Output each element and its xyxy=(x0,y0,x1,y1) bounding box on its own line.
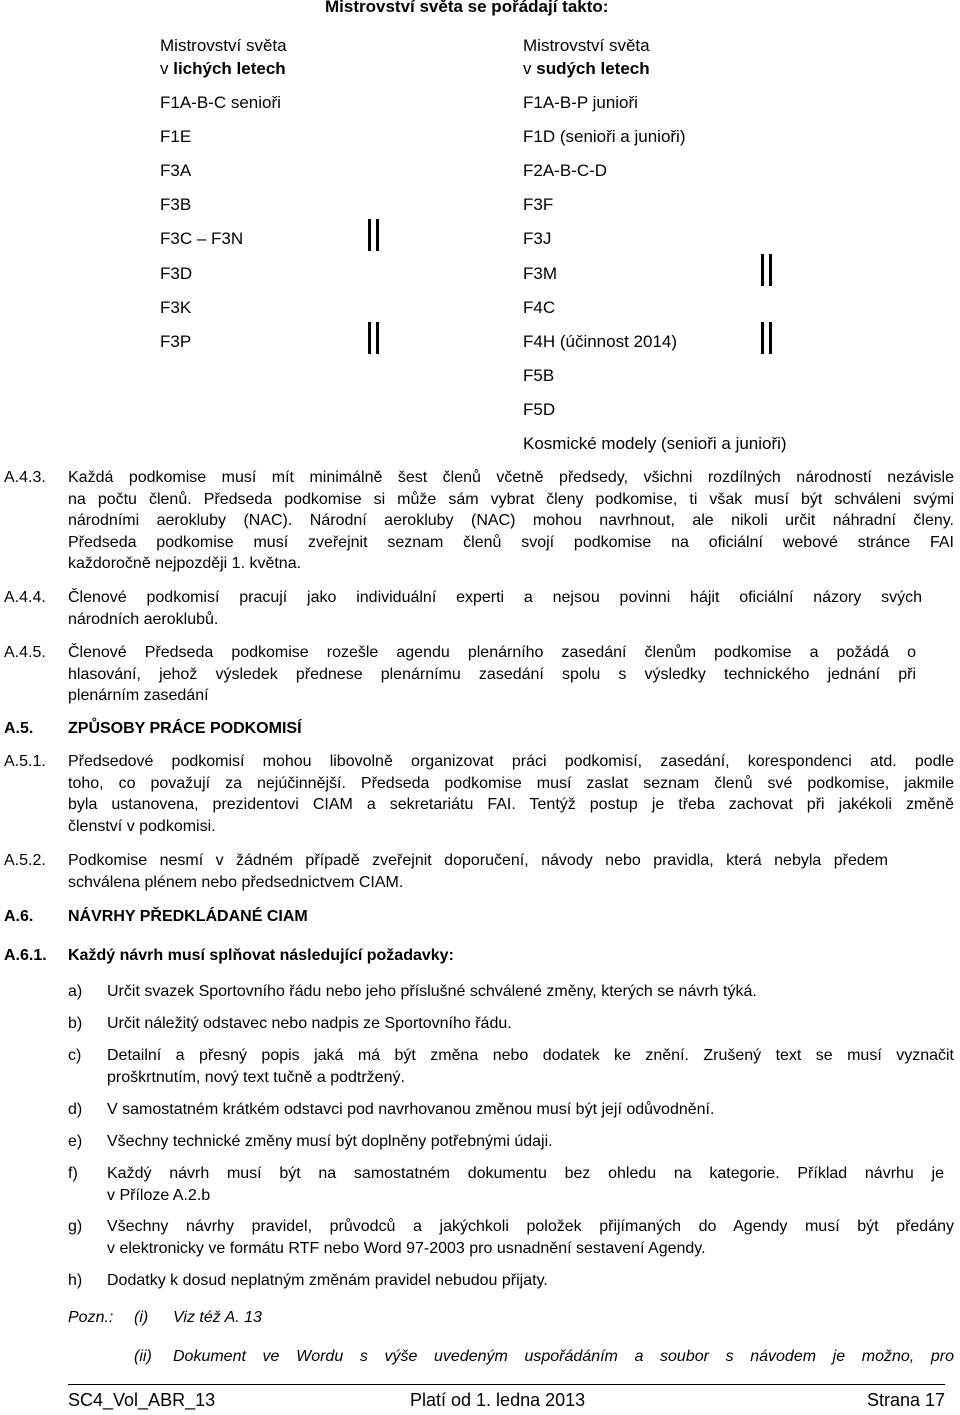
paragraph-line: národními aerokluby (NAC). Národní aerokluby (NAC) mohou navrhnout, ale nikoli určit náhradní členy. xyxy=(68,512,954,529)
right-col-head-bold: sudých letech xyxy=(536,59,650,78)
note-marker-ii: (ii) xyxy=(134,1348,152,1365)
note-label: Pozn.: xyxy=(68,1309,114,1326)
list-item-line: V samostatném krátkém odstavci pod navrhovanou změnou musí být její odůvodnění. xyxy=(107,1101,715,1118)
right-col-item: F5D xyxy=(523,400,556,419)
left-col-item: F3D xyxy=(160,264,193,283)
right-col-head-prefix: v xyxy=(523,59,537,78)
list-item-label: c) xyxy=(68,1047,82,1064)
section-number-a45: A.4.5. xyxy=(4,644,46,661)
note-line: Dokument ve Wordu s výše uvedeným uspořádáním a soubor s návodem je možno, pro xyxy=(173,1348,954,1365)
right-col-item: F3M xyxy=(523,264,557,283)
list-item-label: b) xyxy=(68,1015,83,1032)
right-col-item: F1A-B-P junioři xyxy=(523,93,638,112)
footer-page-number: Strana 17 xyxy=(866,1390,945,1410)
paragraph-line: členství v podkomisi. xyxy=(68,817,216,835)
paragraph-a52 xyxy=(68,850,888,893)
paragraph-line: národních aeroklubů. xyxy=(68,610,219,628)
footer-doc-id: SC4_Vol_ABR_13 xyxy=(68,1390,216,1410)
list-item-line: v Příloze A.2.b xyxy=(107,1186,211,1204)
section-heading-a5: ZPŮSOBY PRÁCE PODKOMISÍ xyxy=(68,720,302,737)
right-col-item: F4C xyxy=(523,298,556,317)
page-title: Mistrovství světa se pořádají takto: xyxy=(325,0,609,16)
list-item-text xyxy=(107,1270,954,1292)
paragraph-line: schválena plénem nebo předsednictvem CIAM. xyxy=(68,873,404,891)
paragraph-a44 xyxy=(68,587,922,630)
list-item-line: Všechny technické změny musí být doplněny potřebnými údaji. xyxy=(107,1133,553,1150)
list-item-label: a) xyxy=(68,983,83,1000)
right-col-item: F5B xyxy=(523,366,555,385)
right-col-item: F3F xyxy=(523,195,554,214)
list-item-line: Detailní a přesný popis jaká má být změna nebo dodatek ke znění. Zrušený text se musí vyznačit xyxy=(107,1047,954,1064)
left-col-item: F3K xyxy=(160,298,192,317)
left-col-item: F3P xyxy=(160,332,192,351)
paragraph-line: hlasování, jehož výsledek přednese plenárnímu zasedání spolu s výsledky technického jednání při xyxy=(68,665,916,683)
footer-valid-from: Platí od 1. ledna 2013 xyxy=(410,1390,586,1410)
paragraph-line: Předseda podkomise musí zveřejnit seznam členů svojí podkomise na oficiální webové stránce FAI xyxy=(68,533,954,551)
section-number-a52: A.5.2. xyxy=(4,852,46,869)
paragraph-a43 xyxy=(68,467,954,575)
left-col-head-line1: Mistrovství světa xyxy=(160,36,287,55)
list-item-line: proškrtnutím, nový text tučně a podtržený. xyxy=(107,1068,405,1086)
left-col-item: F3B xyxy=(160,195,192,214)
section-number-a6: A.6. xyxy=(4,908,34,925)
list-item-line: Každý návrh musí být na samostatném dokumentu bez ohledu na kategorie. Příklad návrhu je xyxy=(107,1165,944,1182)
section-heading-a61: Každý návrh musí splňovat následující požadavky: xyxy=(68,947,454,964)
note-text-ii xyxy=(173,1346,954,1368)
list-item-line: Všechny návrhy pravidel, průvodců a jakýchkoli položek přijímaných do Agendy musí být předány xyxy=(107,1218,954,1235)
list-item-label: f) xyxy=(68,1165,78,1182)
section-number-a51: A.5.1. xyxy=(4,753,46,770)
section-number-a61: A.6.1. xyxy=(4,947,47,964)
list-item-text xyxy=(107,1216,954,1259)
left-col-item: F1E xyxy=(160,127,192,146)
paragraph-line: Předsedové podkomisí mohou libovolně organizovat práci podkomisí, zasedání, korespondenci atd. podle xyxy=(68,753,954,770)
list-item-line: Určit náležitý odstavec nebo nadpis ze Sportovního řádu. xyxy=(107,1015,512,1032)
right-col-item: F1D (senioři a junioři) xyxy=(523,127,686,146)
left-col-item: F1A-B-C senioři xyxy=(160,93,281,112)
paragraph-line: plenárním zasedání xyxy=(68,687,209,704)
right-col-item: Kosmické modely (senioři a junioři) xyxy=(523,434,787,453)
note-text-i: Viz též A. 13 xyxy=(173,1309,262,1326)
left-col-head-bold: lichých letech xyxy=(173,59,286,78)
list-item-text xyxy=(107,1099,954,1121)
paragraph-line: toho, co považují za nejúčinnější. Předseda podkomise musí zaslat seznam členů své podkomise, jakmile xyxy=(68,774,954,792)
left-col-head-line2 xyxy=(160,58,286,80)
right-col-item: F3J xyxy=(523,229,552,248)
list-item-text xyxy=(107,1163,944,1206)
right-col-head-line2 xyxy=(523,58,650,80)
list-item-label: h) xyxy=(68,1272,83,1289)
list-item-text xyxy=(107,1045,954,1088)
section-heading-a6: NÁVRHY PŘEDKLÁDANÉ CIAM xyxy=(68,908,308,925)
paragraph-line: Každá podkomise musí mít minimálně šest členů včetně předsedy, všichni rozdílných národností nezávisle xyxy=(68,469,954,486)
left-col-item: F3C – F3N xyxy=(160,229,244,248)
list-item-text xyxy=(107,981,954,1003)
list-item-label: d) xyxy=(68,1101,83,1118)
right-col-item: F2A-B-C-D xyxy=(523,161,608,180)
paragraph-line: každoročně nejpozději 1. května. xyxy=(68,555,302,572)
paragraph-a45 xyxy=(68,642,916,707)
paragraph-line: Členové Předseda podkomise rozešle agendu plenárního zasedání členům podkomise a požádá o xyxy=(68,644,916,661)
paragraph-line: Podkomise nesmí v žádném případě zveřejnit doporučení, návody nebo pravidla, která nebyla předem xyxy=(68,852,888,869)
list-item-line: Dodatky k dosud neplatným změnám pravidel nebudou přijaty. xyxy=(107,1272,548,1289)
list-item-line: Určit svazek Sportovního řádu nebo jeho příslušné schválené změny, kterých se návrh týká. xyxy=(107,983,757,1000)
list-item-label: e) xyxy=(68,1133,83,1150)
list-item-line: v elektronicky ve formátu RTF nebo Word 97-2003 pro usnadnění sestavení Agendy. xyxy=(107,1239,706,1257)
note-marker-i: (i) xyxy=(134,1309,149,1326)
paragraph-line: byla ustanovena, prezidentovi CIAM a sekretariátu FAI. Tentýž postup je třeba zachovat při jakékoli změně xyxy=(68,796,954,813)
list-item-text xyxy=(107,1013,954,1035)
list-item-label: g) xyxy=(68,1218,83,1235)
paragraph-line: Členové podkomisí pracují jako individuální experti a nejsou povinni hájit oficiální názory svých xyxy=(68,589,922,606)
section-number-a5: A.5. xyxy=(4,720,34,737)
section-number-a43: A.4.3. xyxy=(4,469,46,486)
right-col-item: F4H (účinnost 2014) xyxy=(523,332,678,351)
paragraph-a51 xyxy=(68,751,954,837)
right-col-head-line1: Mistrovství světa xyxy=(523,36,650,55)
list-item-text xyxy=(107,1131,954,1153)
left-col-item: F3A xyxy=(160,161,192,180)
paragraph-line: na počtu členů. Předseda podkomise si může sám vybrat členy podkomise, ti však musí být schváleni svými xyxy=(68,490,954,508)
left-col-head-prefix: v xyxy=(160,59,174,78)
page-footer xyxy=(68,1384,945,1415)
section-number-a44: A.4.4. xyxy=(4,589,46,606)
